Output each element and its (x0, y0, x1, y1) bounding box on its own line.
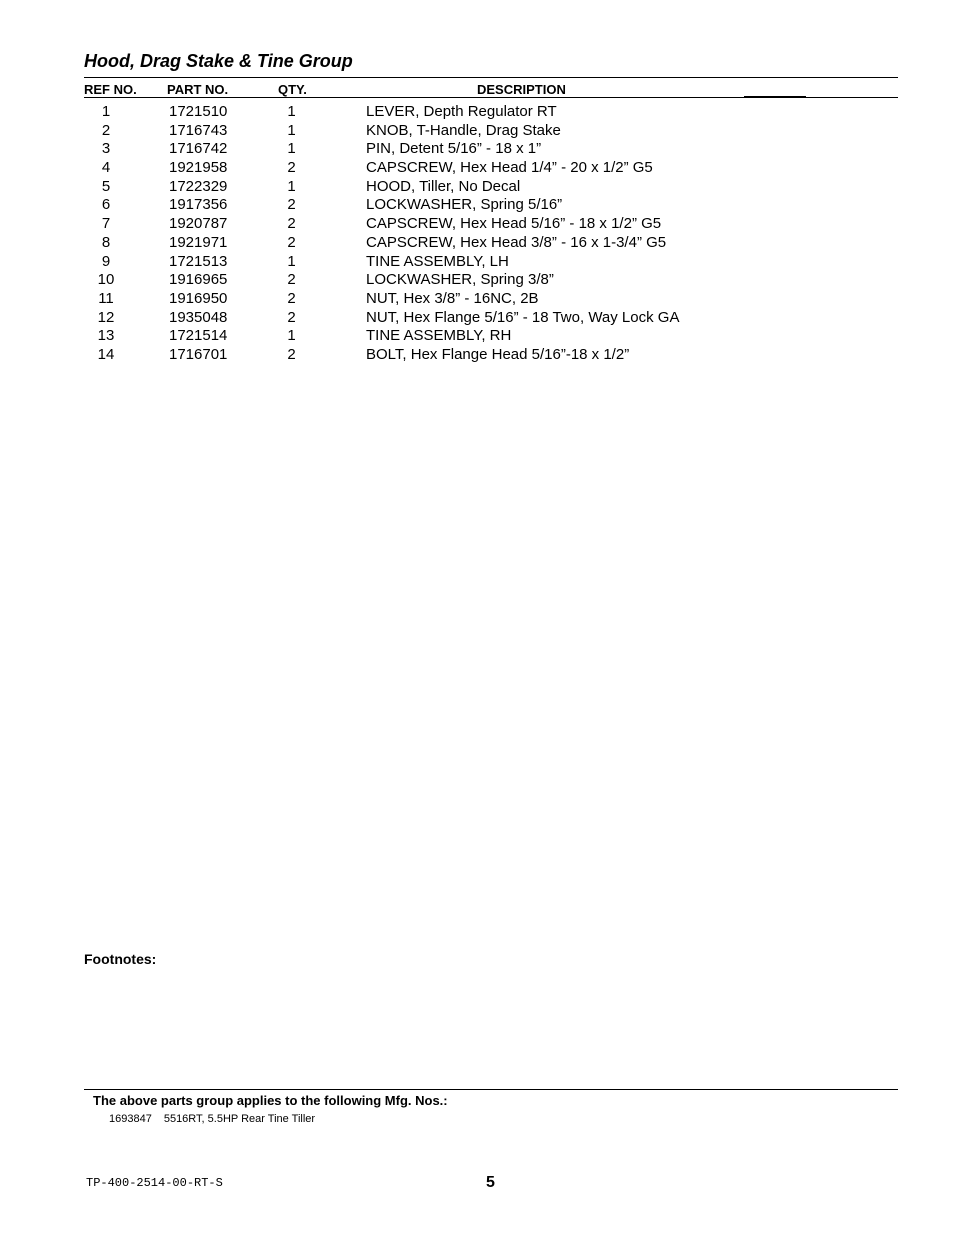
qty-cell: 2 (287, 215, 296, 233)
qty-cell: 2 (287, 196, 296, 214)
description-cell: KNOB, T-Handle, Drag Stake (366, 121, 561, 139)
table-row (0, 253, 954, 272)
description-cell: NUT, Hex Flange 5/16” - 18 Two, Way Lock GA (366, 308, 680, 326)
bottom-divider (84, 1089, 898, 1090)
ref-no-cell: 12 (97, 308, 115, 326)
description-cell: BOLT, Hex Flange Head 5/16”-18 x 1/2” (366, 345, 630, 363)
qty-cell: 1 (287, 327, 296, 345)
ref-no-cell: 13 (97, 327, 115, 345)
applicability-heading: The above parts group applies to the following Mfg. Nos.: (93, 1093, 448, 1108)
ref-no-cell: 3 (101, 140, 111, 158)
ref-no-cell: 8 (101, 233, 111, 251)
description-cell: CAPSCREW, Hex Head 3/8” - 16 x 1-3/4” G5 (366, 233, 667, 251)
table-row (0, 271, 954, 290)
part-no-cell: 1916950 (169, 289, 228, 307)
qty-cell: 1 (287, 177, 296, 195)
header-divider-accent (744, 96, 806, 97)
description-cell: LOCKWASHER, Spring 3/8” (366, 271, 554, 289)
table-row (0, 234, 954, 253)
part-no-cell: 1721514 (169, 327, 228, 345)
table-row (0, 140, 954, 159)
part-no-cell: 1722329 (169, 177, 228, 195)
ref-no-cell: 7 (101, 215, 111, 233)
table-row (0, 346, 954, 365)
ref-no-cell: 10 (97, 271, 115, 289)
ref-no-cell: 9 (101, 252, 111, 270)
table-row (0, 122, 954, 141)
qty-cell: 1 (287, 252, 296, 270)
mfg-entry (109, 1113, 315, 1125)
qty-cell: 2 (287, 271, 296, 289)
ref-no-cell: 5 (101, 177, 111, 195)
parts-table (0, 103, 954, 365)
part-no-cell: 1721513 (169, 252, 228, 270)
description-cell: LOCKWASHER, Spring 5/16” (366, 196, 563, 214)
header-ref-no: REF NO. (84, 82, 137, 97)
part-no-cell: 1920787 (169, 215, 228, 233)
qty-cell: 2 (287, 345, 296, 363)
qty-cell: 2 (287, 308, 296, 326)
table-row (0, 178, 954, 197)
part-no-cell: 1721510 (169, 103, 228, 120)
qty-cell: 1 (287, 103, 296, 120)
description-cell: HOOD, Tiller, No Decal (366, 177, 521, 195)
mfg-description: 5516RT, 5.5HP Rear Tine Tiller (163, 1113, 316, 1125)
description-cell: CAPSCREW, Hex Head 5/16” - 18 x 1/2” G5 (366, 215, 662, 233)
qty-cell: 2 (287, 289, 296, 307)
ref-no-cell: 6 (101, 196, 111, 214)
part-no-cell: 1917356 (169, 196, 228, 214)
description-cell: CAPSCREW, Hex Head 1/4” - 20 x 1/2” G5 (366, 159, 653, 177)
part-no-cell: 1916965 (169, 271, 228, 289)
description-cell: NUT, Hex 3/8” - 16NC, 2B (366, 289, 539, 307)
table-row (0, 103, 954, 122)
table-row (0, 290, 954, 309)
part-no-cell: 1716743 (169, 121, 228, 139)
mfg-number: 1693847 (109, 1113, 152, 1125)
ref-no-cell: 14 (97, 345, 115, 363)
ref-no-cell: 11 (98, 289, 114, 307)
top-divider (84, 77, 898, 78)
ref-no-cell: 2 (101, 121, 111, 139)
part-no-cell: 1716742 (169, 140, 228, 158)
table-row (0, 196, 954, 215)
page-title: Hood, Drag Stake & Tine Group (84, 51, 353, 71)
description-cell: PIN, Detent 5/16” - 18 x 1” (366, 140, 542, 158)
page-number: 5 (486, 1174, 495, 1191)
header-qty: QTY. (278, 82, 307, 97)
table-row (0, 215, 954, 234)
part-no-cell: 1935048 (169, 308, 228, 326)
description-cell: TINE ASSEMBLY, LH (366, 252, 509, 270)
part-no-cell: 1921971 (169, 233, 228, 251)
table-row (0, 159, 954, 178)
description-cell: TINE ASSEMBLY, RH (366, 327, 512, 345)
description-cell: LEVER, Depth Regulator RT (366, 103, 557, 120)
part-no-cell: 1921958 (169, 159, 228, 177)
table-row (0, 309, 954, 328)
ref-no-cell: 4 (101, 159, 111, 177)
table-row (0, 327, 954, 346)
qty-cell: 1 (287, 140, 296, 158)
qty-cell: 2 (287, 233, 296, 251)
header-divider (84, 97, 898, 98)
qty-cell: 1 (287, 121, 296, 139)
part-no-cell: 1716701 (169, 345, 228, 363)
footnotes-label: Footnotes: (84, 951, 157, 967)
ref-no-cell: 1 (101, 103, 111, 120)
header-description: DESCRIPTION (477, 82, 566, 97)
header-part-no: PART NO. (167, 82, 229, 97)
qty-cell: 2 (287, 159, 296, 177)
document-number: TP-400-2514-00-RT-S (86, 1176, 223, 1190)
